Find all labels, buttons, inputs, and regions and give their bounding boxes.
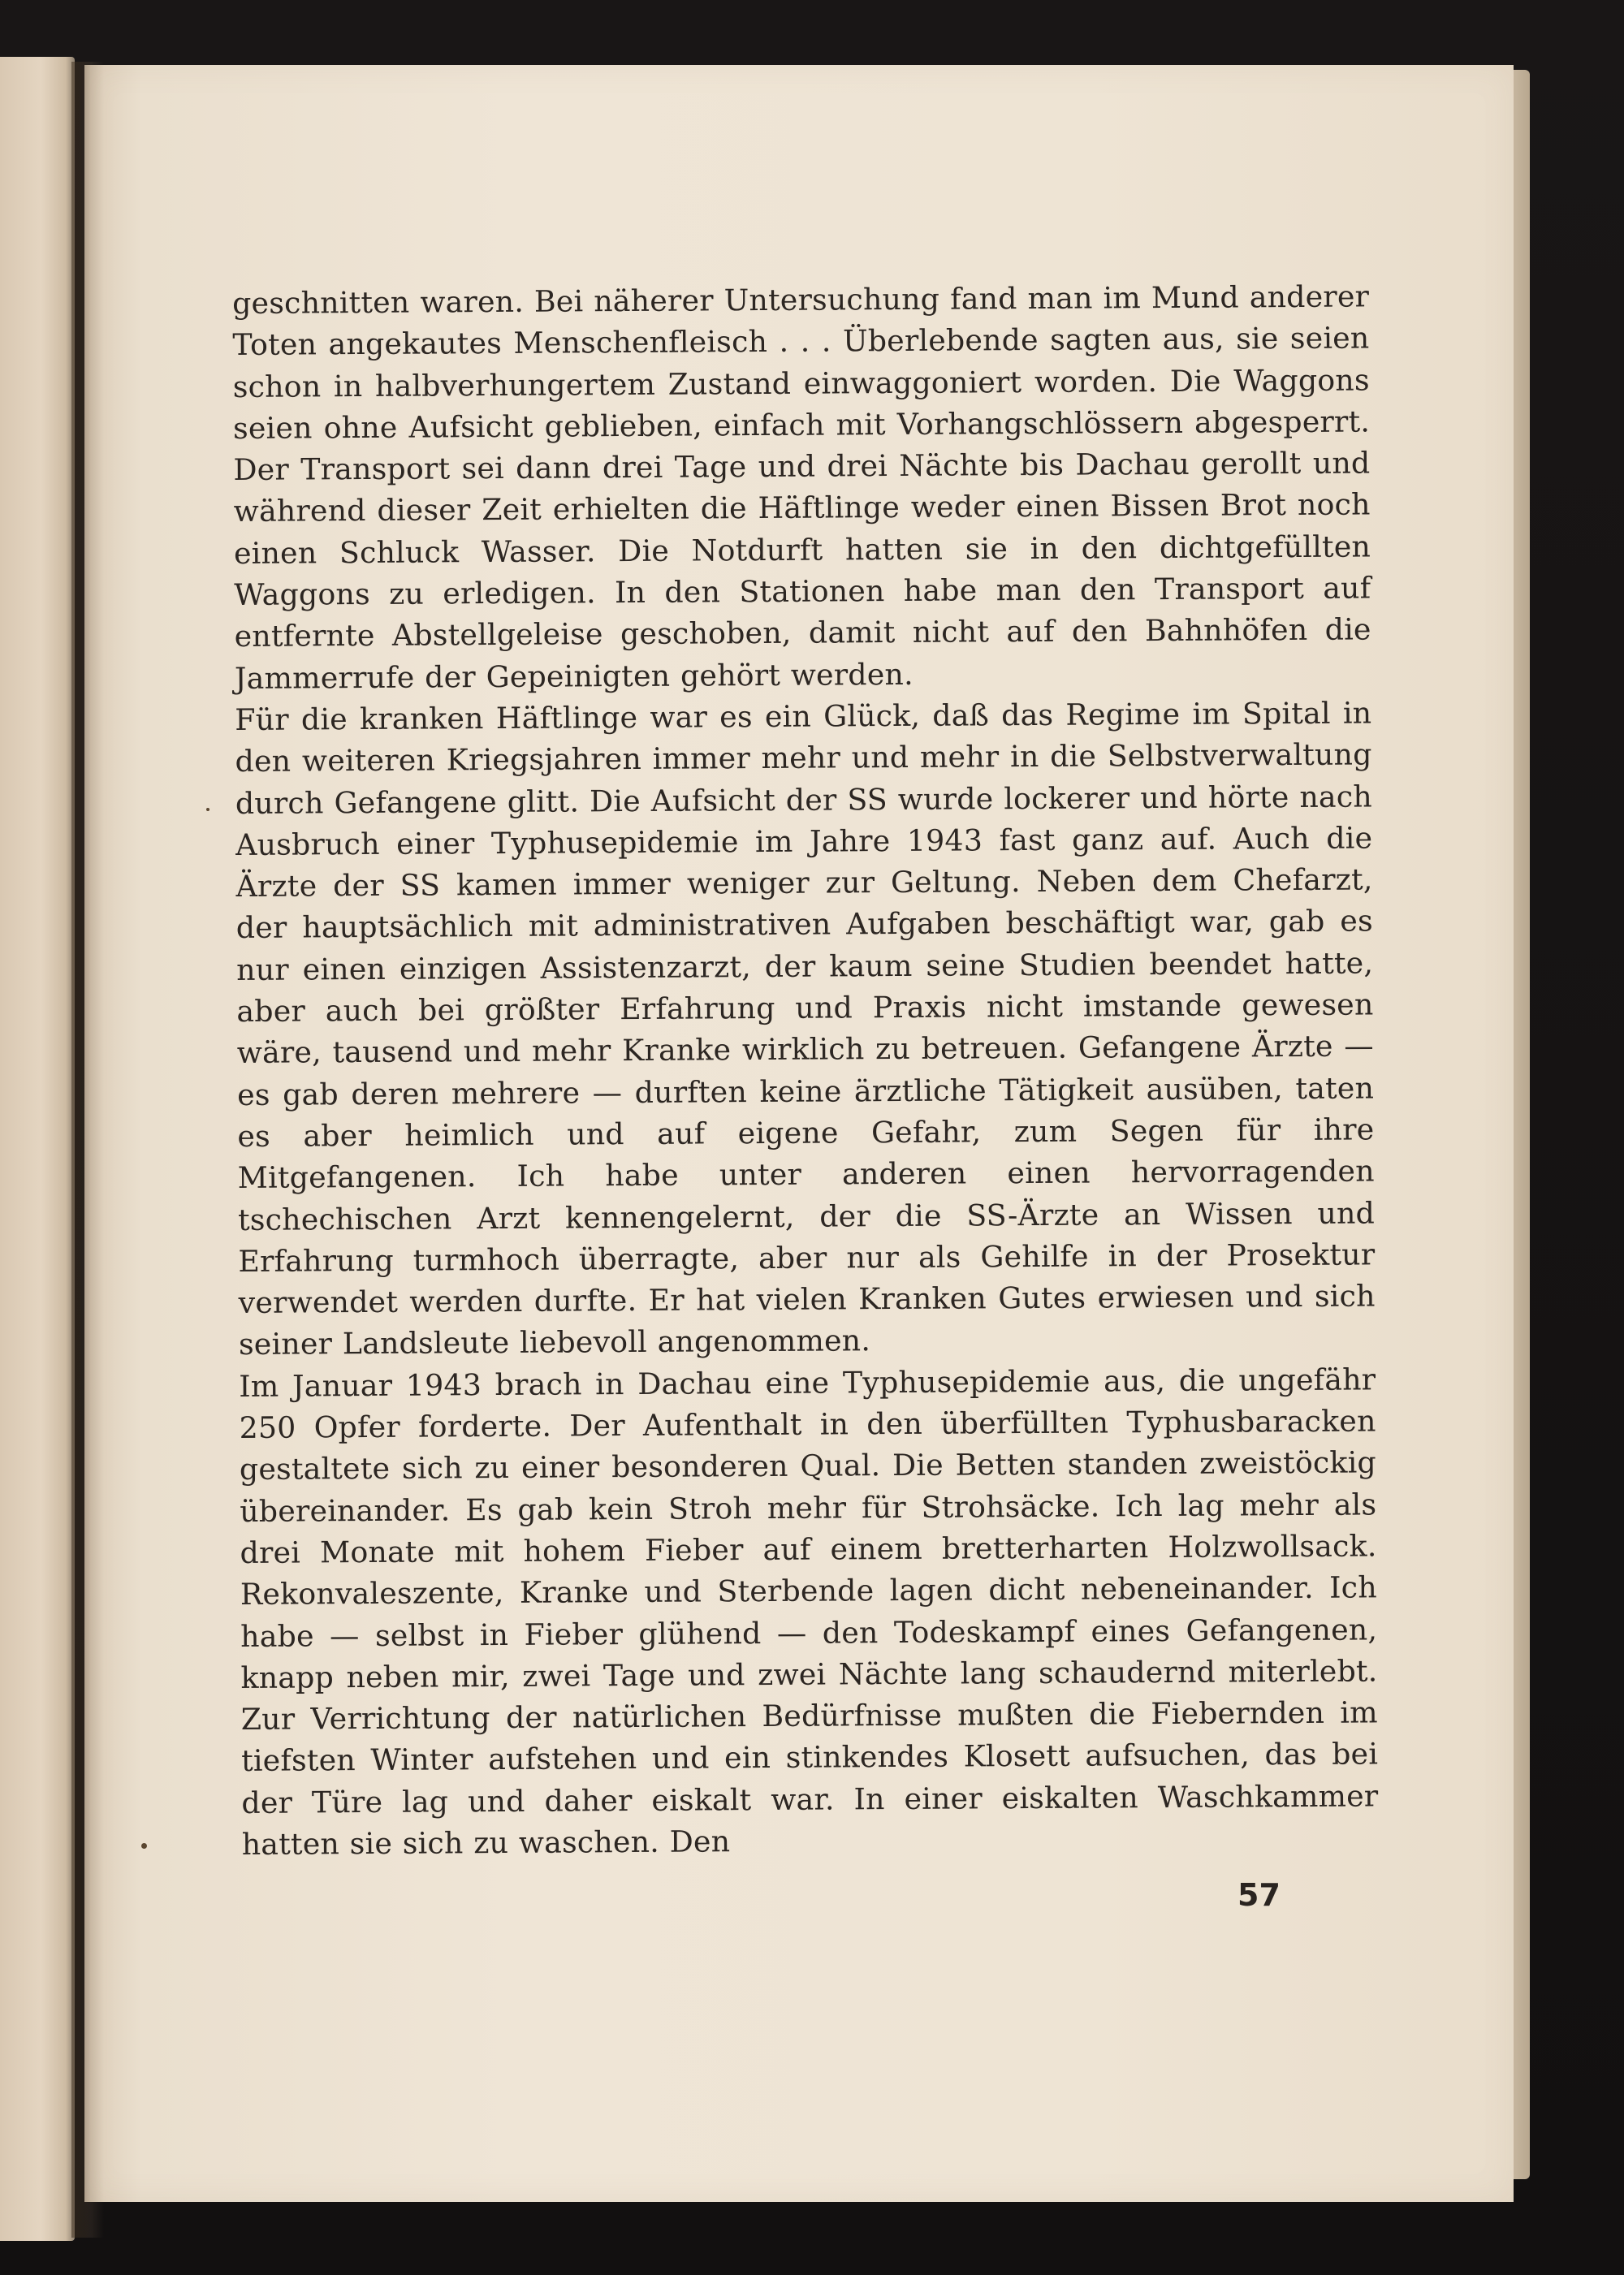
paper-speck (141, 1843, 147, 1849)
body-text (232, 275, 1379, 1865)
paper-speck (206, 808, 209, 811)
paragraph: Im Januar 1943 brach in Dachau eine Typhusepidemie aus, die ungefähr 250 Opfer forderte. Der Aufenthalt in den überfüllten Typhusbaracken gestaltete sich zu einer besonderen Qual. Die Betten standen zweistöckig übereinander. Es gab kein Stroh mehr für Strohsäcke. Ich lag mehr als drei Monate mit hohem Fieber auf einem bretterharten Holzwollsack. Rekonvaleszente, Kranke und Sterbende lagen dicht nebeneinander. Ich habe — selbst in Fieber glühend — den Todeskampf eines Gefangenen, knapp neben mir, zwei Tage und zwei Nächte lang schaudernd miterlebt. Zur Verrichtung der natürlichen Bedürfnisse mußten die Fiebernden im tiefsten Winter aufstehen und ein stinkendes Klosett aufsuchen, das bei der Türe lag und daher eiskalt war. In einer eiskalten Waschkammer hatten sie sich zu waschen. Den (239, 1362, 1379, 1862)
paragraph: Für die kranken Häftlinge war es ein Glück, daß das Regime im Spital in den weiteren Kriegsjahren immer mehr und mehr in die Selbstverwaltung durch Gefangene glitt. Die Aufsicht der SS wurde lockerer und hörte nach Ausbruch einer Typhusepidemie im Jahre 1943 fast ganz auf. Auch die Ärzte der SS kamen immer weniger zur Geltung. Neben dem Chefarzt, der hauptsächlich mit administrativen Aufgaben beschäftigt war, gab es nur einen einzigen Assistenzarzt, der kaum seine Studien beendet hatte, aber auch bei größter Erfahrung und Praxis nicht imstande gewesen wäre, tausend und mehr Kranke wirklich zu betreuen. Gefangene Ärzte — es gab deren mehrere — durften keine ärztliche Tätigkeit ausüben, taten es aber heimlich und auf eigene Gefahr, zum Segen für ihre Mitgefangenen. Ich habe unter anderen einen hervorragenden tschechischen Arzt kennengelernt, der die SS-Ärzte an Wissen und Erfahrung turmhoch überragte, aber nur als Gehilfe in der Prosektur verwendet werden durfte. Er hat vielen Kranken Gutes erwiesen und sich seiner Landsleute liebevoll angenommen. (235, 695, 1376, 1362)
left-page-edge (0, 57, 75, 2241)
gutter-shadow (71, 62, 104, 2238)
book-page (84, 65, 1514, 2202)
page-number: 57 (1237, 1877, 1281, 1913)
paragraph: geschnitten waren. Bei näherer Untersuchung fand man im Mund anderer Toten angekautes Menschenfleisch . . . Überlebende sagten aus, sie seien schon in halbverhungertem Zustand einwaggoniert worden. Die Waggons seien ohne Aufsicht geblieben, einfach mit Vorhangschlössern abgesperrt. Der Transport sei dann drei Tage und drei Nächte bis Dachau gerollt und während dieser Zeit erhielten die Häftlinge weder einen Bissen Brot noch einen Schluck Wasser. Die Notdurft hatten sie in den dichtgefüllten Waggons zu erledigen. In den Stationen habe man den Transport auf entfernte Abstellgeleise geschoben, damit nicht auf den Bahnhöfen die Jammerrufe der Gepeinigten gehört werden. (232, 278, 1371, 696)
